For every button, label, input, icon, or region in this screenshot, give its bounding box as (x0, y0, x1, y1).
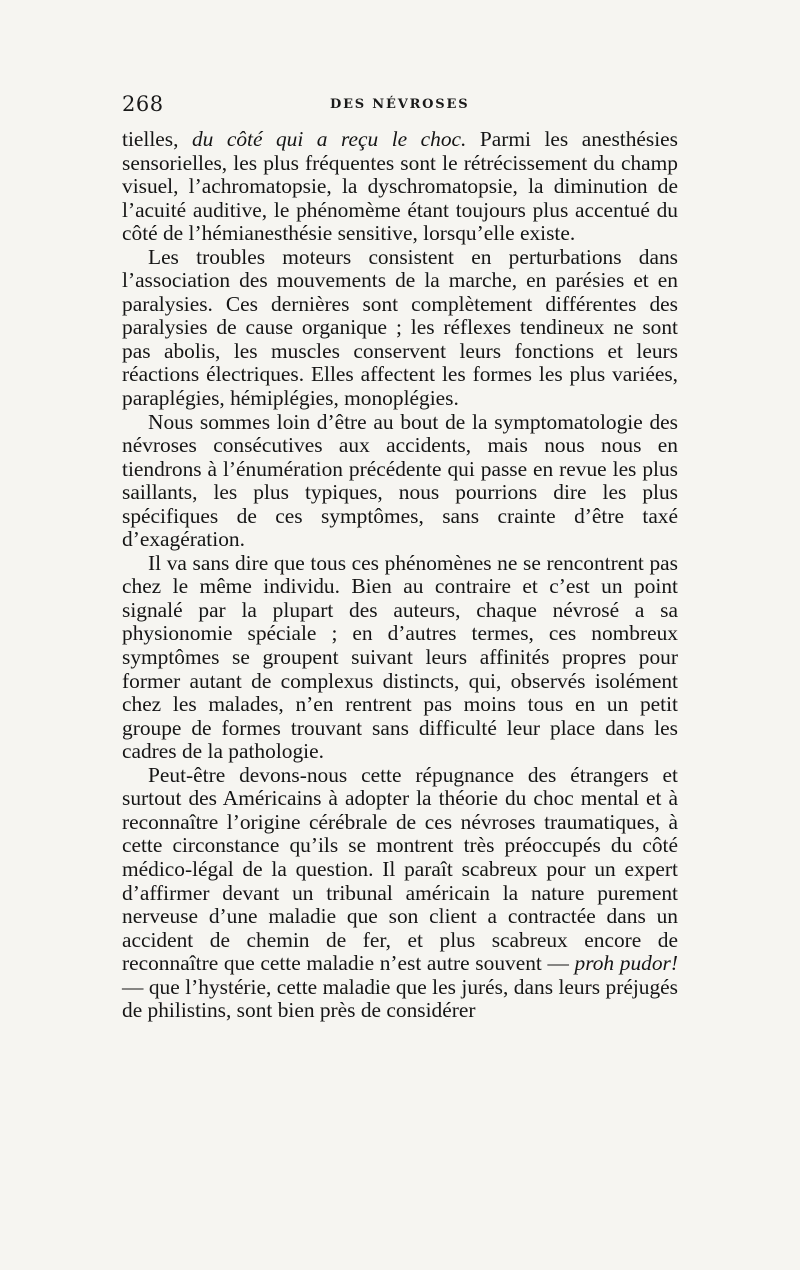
paragraph-rest: Parmi les anesthésies sensorielles, les plus fréquentes sont le rétrécissement du champ visuel, l’achromatopsie, la dyschromatopsie, la diminution de l’acuité auditive, le phénomème étant toujours plus accentué du côté de l’hémianesthésie sensitive, lorsqu’elle existe. (122, 127, 678, 246)
paragraph-continuation (122, 128, 678, 246)
paragraph-lead: tielles, (122, 127, 192, 151)
page-header (122, 92, 678, 116)
paragraph-rest: — que l’hystérie, cette maladie que les jurés, dans leurs préjugés de philistins, sont bien près de considérer (122, 974, 678, 1023)
body-text (122, 128, 678, 1023)
italic-phrase: proh pudor! (574, 951, 678, 976)
italic-phrase: du côté qui a reçu le choc. (191, 127, 467, 151)
running-title: DES NÉVROSES (330, 97, 470, 112)
paragraph-symptomatology: Nous sommes loin d’être au bout de la symptomatologie des névroses consécutives aux accidents, mais nous nous en tiendrons à l’énumération précédente qui passe en revue les plus saillants, les plus typiques, nous pourrions dire les plus spécifiques de ces symptômes, sans crainte d’être taxé d’exagération. (122, 409, 678, 552)
paragraph-individual-variation: Il va sans dire que tous ces phénomènes ne se rencontrent pas chez le même individu. Bien au contraire et c’est un point signalé par la plupart des auteurs, chaque névrosé a sa physionomie spéciale ; en d’autres termes, ces nombreux symptômes se groupent suivant leurs affinités propres pour former autant de complexus distincts, qui, observés isolément chez les malades, n’en rentrent pas moins tous en un petit groupe de formes trouvant sans difficulté leur place dans les cadres de la pathologie. (122, 550, 678, 764)
page-number: 268 (122, 92, 164, 116)
paragraph-lead: Peut-être devons-nous cette répugnance des étrangers et surtout des Américains à adopter la théorie du choc mental et à reconnaître l’origine cérébrale de ces névroses traumatiques, à cette circonstance qu’ils se montrent très préoccupés du côté médico-légal de la question. Il paraît scabreux pour un expert d’affirmer devant un tribunal américain la nature purement nerveuse d’une maladie que son client a contractée dans un accident de chemin de fer, et plus scabreux encore de reconnaître que cette maladie n’est autre souvent — (122, 762, 678, 976)
paragraph-motor-disorders: Les troubles moteurs consistent en perturbations dans l’association des mouvements de la marche, en parésies et en paralysies. Ces dernières sont complètement différentes des paralysies de cause organique ; les réflexes tendineux ne sont pas abolis, les muscles conservent leurs fonctions et leurs réactions électriques. Elles affectent les formes les plus variées, paraplégies, hémiplégies, monoplégies. (122, 244, 678, 411)
paragraph-medico-legal (122, 764, 678, 1023)
